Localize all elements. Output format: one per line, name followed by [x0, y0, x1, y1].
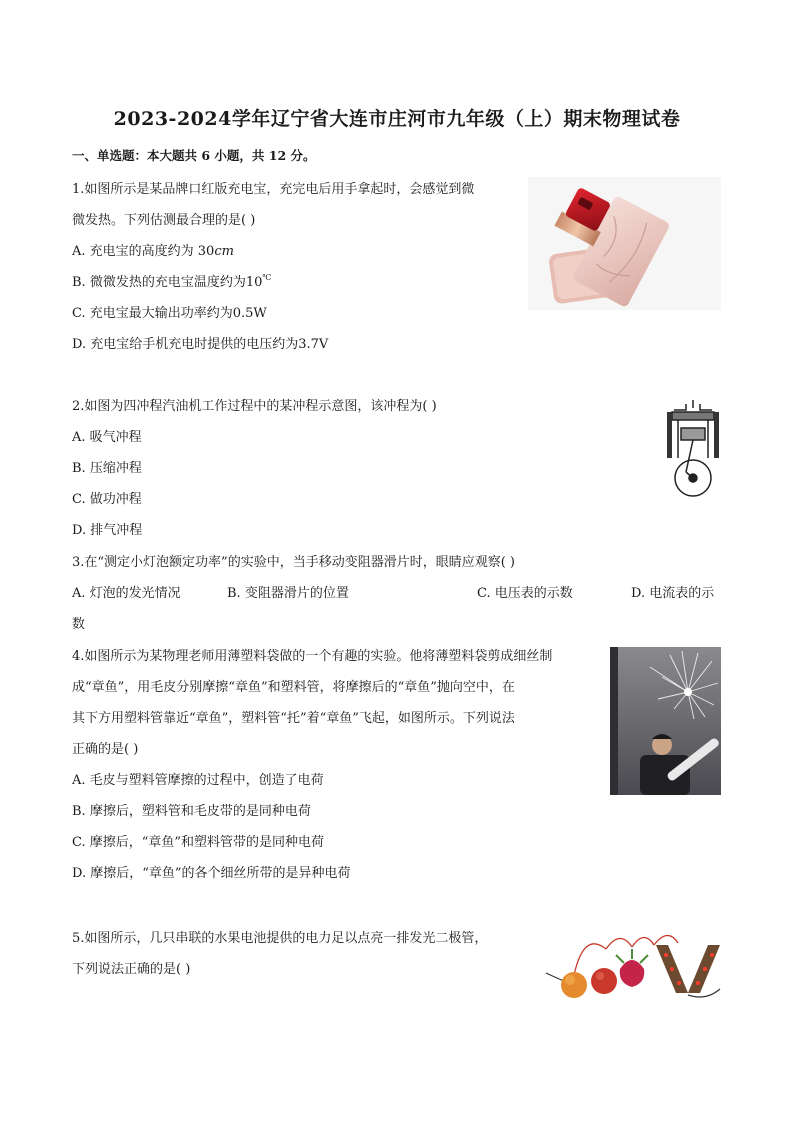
q1-option-d[interactable]: D. 充电宝给手机充电时提供的电压约为3.7V [72, 337, 329, 352]
q4-option-d[interactable]: D. 摩擦后，“章鱼”的各个细丝所带的是异种电荷 [72, 866, 351, 881]
q2-option-c[interactable]: C. 做功冲程 [72, 492, 142, 507]
q2-stem: 2.如图为四冲程汽油机工作过程中的某冲程示意图，该冲程为( ) [72, 399, 437, 414]
q1-option-a-unit: cm [214, 244, 234, 259]
q4-stem-line1: 4.如图所示为某物理老师用薄塑料袋做的一个有趣的实验。他将薄塑料袋剪成细丝制 [72, 649, 553, 664]
q3-option-a[interactable]: A. 灯泡的发光情况 [72, 586, 181, 601]
q2-option-b[interactable]: B. 压缩冲程 [72, 461, 142, 476]
q4-stem-line2: 成“章鱼”，用毛皮分别摩擦“章鱼”和塑料管，将摩擦后的“章鱼”抛向空中，在 [72, 680, 515, 695]
q5-stem-line1: 5.如图所示，几只串联的水果电池提供的电力足以点亮一排发光二极管， [72, 931, 488, 946]
q3-stem: 3.在“测定小灯泡额定功率”的实验中，当手移动变阻器滑片时，眼睛应观察( ) [72, 555, 515, 570]
q2-option-a[interactable]: A. 吸气冲程 [72, 430, 142, 445]
q1-option-a[interactable] [72, 240, 234, 259]
q1-option-c[interactable]: C. 充电宝最大输出功率约为0.5W [72, 306, 267, 321]
q1-option-a-text: A. 充电宝的高度约为 30 [72, 244, 215, 259]
q2-option-d[interactable]: D. 排气冲程 [72, 523, 143, 538]
q4-option-a[interactable]: A. 毛皮与塑料管摩擦的过程中，创造了电荷 [72, 773, 324, 788]
section-header: 一、单选题：本大题共 6 小题，共 12 分。 [72, 148, 316, 163]
fruit-battery-led-photo [536, 925, 722, 1003]
q4-stem-line3: 其下方用塑料管靠近“章鱼”，塑料管“托”着“章鱼”飞起，如图所示。下列说法 [72, 711, 515, 726]
lipstick-power-bank-image [528, 177, 721, 310]
exam-title: 2023-2024学年辽宁省大连市庄河市九年级（上）期末物理试卷 [113, 108, 681, 130]
q1-option-b[interactable] [72, 271, 271, 290]
q1-stem-line1: 1.如图所示是某品牌口红版充电宝，充完电后用手拿起时，会感觉到微 [72, 182, 475, 197]
q4-stem-line4: 正确的是( ) [72, 742, 139, 757]
q4-option-c[interactable]: C. 摩擦后，“章鱼”和塑料管带的是同种电荷 [72, 835, 325, 850]
q3-option-c[interactable]: C. 电压表的示数 [477, 586, 573, 601]
q1-stem-line2: 微发热。下列估测最合理的是( ) [72, 213, 256, 228]
q3-option-b[interactable]: B. 变阻器滑片的位置 [227, 586, 349, 601]
q3-option-d[interactable]: D. 电流表的示 [631, 586, 715, 601]
q5-stem-line2: 下列说法正确的是( ) [72, 962, 191, 977]
q3-option-d-continued: 数 [72, 617, 86, 632]
q4-option-b[interactable]: B. 摩擦后，塑料管和毛皮带的是同种电荷 [72, 804, 311, 819]
engine-stroke-diagram [664, 398, 722, 498]
q1-option-b-text: B. 微微发热的充电宝温度约为10 [72, 275, 263, 290]
plastic-octopus-photo [610, 647, 721, 795]
q1-option-b-unit: ℃ [262, 273, 272, 282]
